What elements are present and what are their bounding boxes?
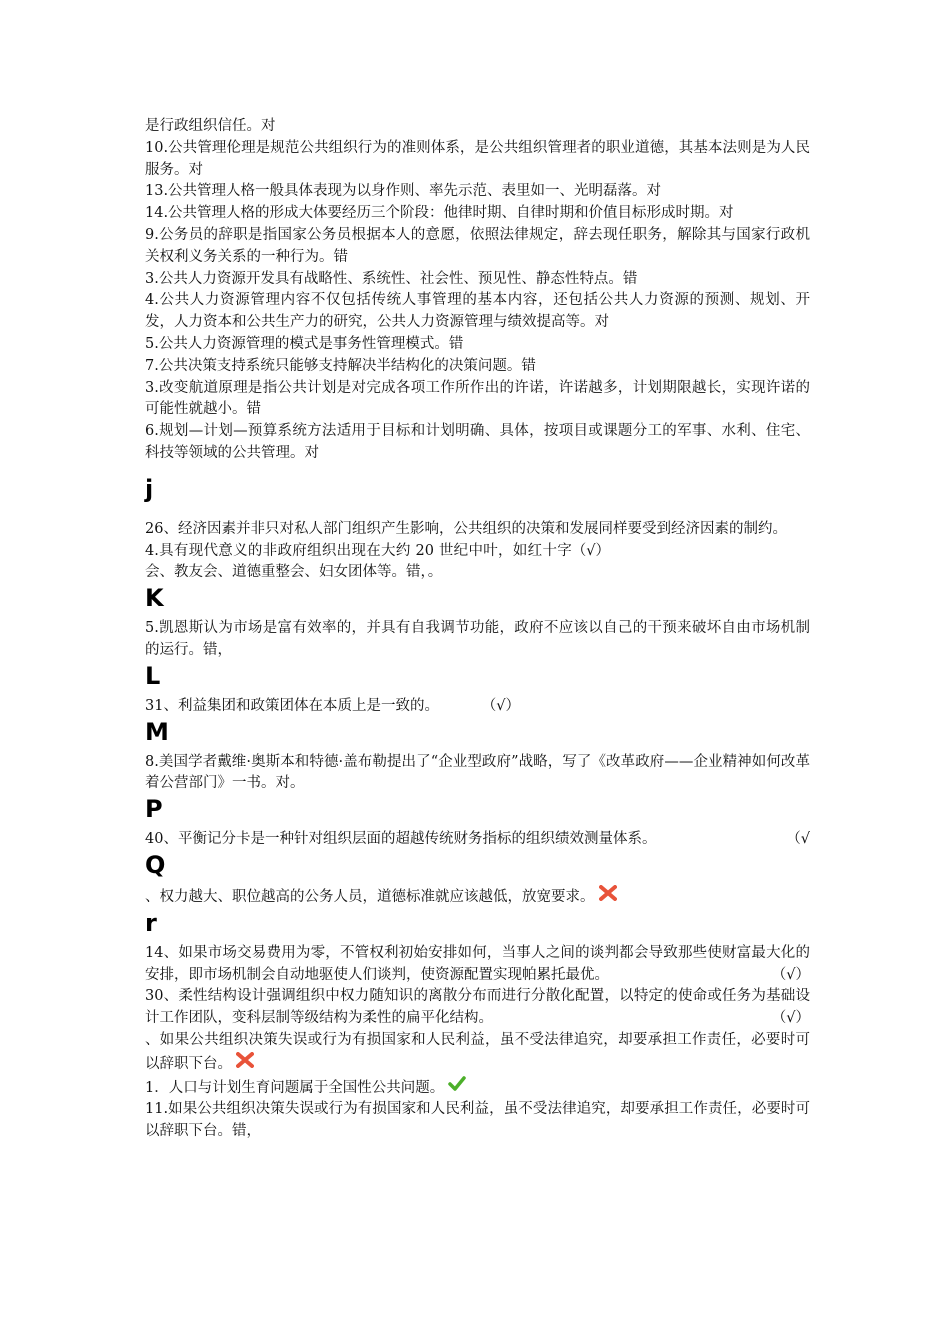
question-resign bbox=[145, 1030, 810, 1076]
document-page bbox=[145, 116, 810, 1143]
section-letter-l: L bbox=[145, 661, 161, 690]
text-line: 6.规划—计划—预算系统方法适用于目标和计划明确、具体，按项目或课题分工的军事、水利、住宅、科技等领域的公共管理。对 bbox=[145, 423, 810, 461]
section-letter-r: r bbox=[145, 908, 157, 937]
section-letter-j: j bbox=[145, 474, 154, 503]
section-letter-m: M bbox=[145, 717, 169, 746]
section-letter-q: Q bbox=[145, 850, 166, 879]
answer-mark: （√） bbox=[488, 697, 520, 714]
question-text: 40、平衡记分卡是一种针对组织层面的超越传统财务指标的组织绩效测量体系。 bbox=[145, 831, 657, 848]
question-4: 4.具有现代意义的非政府组织出现在大约 20 世纪中叶，如红十字会、教友会、道德重整会、妇女团体等。错，。 bbox=[145, 542, 572, 581]
answer-mark: （√） bbox=[571, 542, 610, 559]
text-line: 7.公共决策支持系统只能够支持解决半结构化的决策问题。错 bbox=[145, 357, 536, 374]
text-line: 10.公共管理伦理是规范公共组织行为的准则体系，是公共组织管理者的职业道德，其基本法则是为人民服务。对 bbox=[145, 139, 810, 178]
question-5: 5.凯恩斯认为市场是富有效率的，并具有自我调节功能，政府不应该以自己的干预来破坏自由市场机制的运行。错， bbox=[145, 620, 810, 658]
answer-mark: （√） bbox=[771, 966, 810, 983]
question-40 bbox=[145, 829, 810, 851]
question-30 bbox=[145, 986, 810, 1030]
section-letter-k: K bbox=[145, 584, 164, 613]
text-line: 9.公务员的辞职是指国家公务员根据本人的意愿，依照法律规定，辞去现任职务，解除其与国家行政机关权利义务关系的一种行为。错 bbox=[145, 226, 810, 265]
answer-mark: （√） bbox=[771, 1010, 810, 1027]
text-line: 3.公共人力资源开发具有战略性、系统性、社会性、预见性、静态性特点。错 bbox=[145, 270, 638, 287]
text-line: 3.改变航道原理是指公共计划是对完成各项工作所作出的许诺，许诺越多，计划期限越长，实现许诺的可能性就越小。错 bbox=[145, 379, 810, 418]
question-31 bbox=[145, 696, 810, 718]
section-letter-p: P bbox=[145, 795, 163, 824]
text-line: 是行政组织信任。对 bbox=[145, 118, 276, 134]
question-text: 26、经济因素并非只对私人部门组织产生影响，公共组织的决策和发展同样要受到经济因素的制约。 bbox=[145, 520, 787, 537]
x-mark-icon bbox=[599, 885, 617, 909]
question-text: 30、柔性结构设计强调组织中权力随知识的离散分布而进行分散化配置，以特定的使命或任务为基础设计工作团队，变科层制等级结构为柔性的扁平化结构。 bbox=[145, 988, 810, 1027]
text-line: 5.公共人力资源管理的模式是事务性管理模式。错 bbox=[145, 335, 464, 352]
check-mark-icon bbox=[448, 1076, 466, 1100]
text-line: 13.公共管理人格一般具体表现为以身作则、率先示范、表里如一、光明磊落。对 bbox=[145, 183, 662, 200]
question-text: 、权力越大、职位越高的公务人员，道德标准就应该越低，放宽要求。 bbox=[145, 888, 595, 905]
question-text: 、如果公共组织决策失误或行为有损国家和人民利益，虽不受法律追究，却要承担工作责任，必要时可以辞职下台。 bbox=[145, 1031, 810, 1072]
question-14 bbox=[145, 943, 810, 987]
x-mark-icon bbox=[236, 1052, 254, 1076]
question-1 bbox=[145, 1076, 810, 1100]
question-26 bbox=[145, 519, 810, 559]
text-line: 4.公共人力资源管理内容不仅包括传统人事管理的基本内容，还包括公共人力资源的预测、规划、开发，人力资本和公共生产力的研究，公共人力资源管理与绩效提高等。对 bbox=[145, 292, 810, 331]
question-q bbox=[145, 885, 810, 909]
question-11: 11.如果公共组织决策失误或行为有损国家和人民利益，虽不受法律追究，却要承担工作责任，必要时可以辞职下台。错， bbox=[145, 1101, 810, 1140]
question-text: 31、利益集团和政策团体在本质上是一致的。 bbox=[145, 697, 439, 714]
question-8: 8.美国学者戴维·奥斯本和特德·盖布勒提出了“企业型政府”战略，写了《改革政府——企业精神如何改革着公营部门》一书。对。 bbox=[145, 753, 810, 792]
question-text: 1．人口与计划生育问题属于全国性公共问题。 bbox=[145, 1079, 445, 1096]
text-line: 14.公共管理人格的形成大体要经历三个阶段：他律时期、自律时期和价值目标形成时期。对 bbox=[145, 205, 734, 222]
answer-mark: （√ bbox=[786, 831, 810, 848]
question-text: 14、如果市场交易费用为零，不管权利初始安排如何，当事人之间的谈判都会导致那些使财富最大化的安排，即市场机制会自动地驱使人们谈判，使资源配置实现帕累托最优。 bbox=[145, 944, 810, 983]
